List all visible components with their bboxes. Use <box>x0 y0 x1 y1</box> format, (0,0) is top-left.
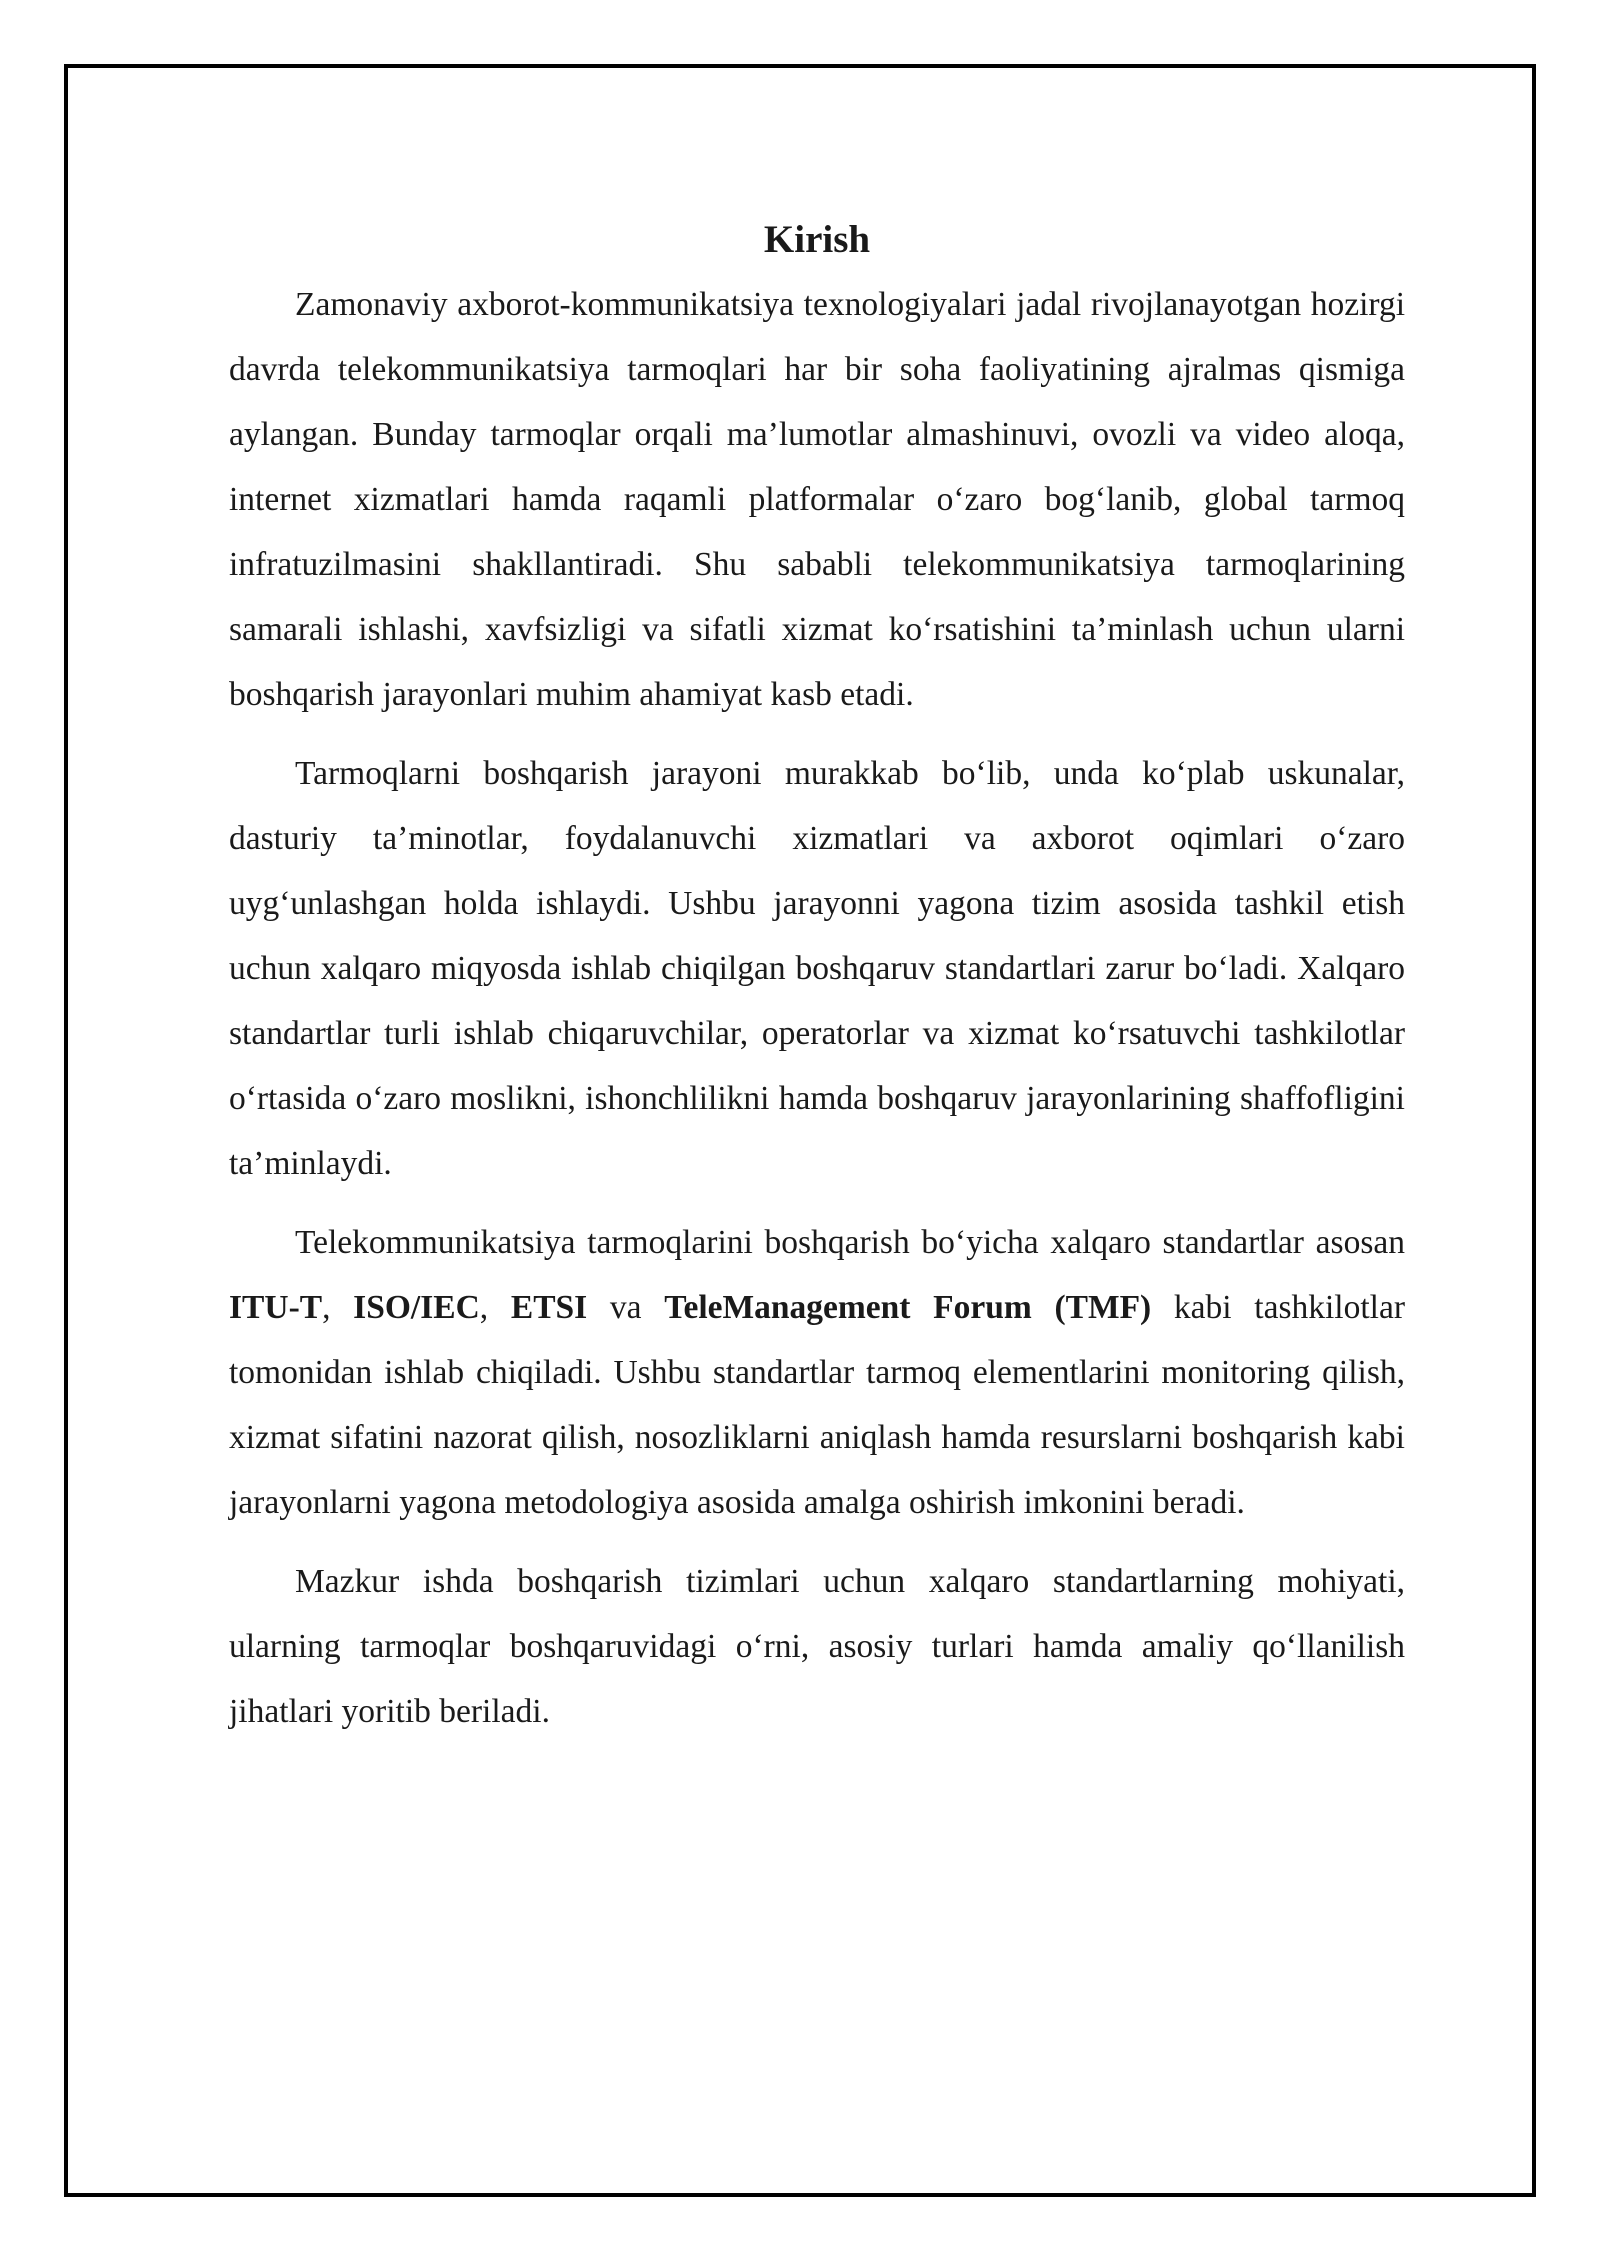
paragraph-management-process: Tarmoqlarni boshqarish jarayoni murakkab bo‘lib, unda ko‘plab uskunalar, dasturiy ta’minotlar, foydalanuvchi xizmatlari va axborot oqimlari o‘zaro uyg‘unlashgan holda ishlaydi. Ushbu jarayonni yagona tizim asosida tashkil etish uchun xalqaro miqyosda ishlab chiqilgan boshqaruv standartlari zarur bo‘ladi. Xalqaro standartlar turli ishlab chiqaruvchilar, operatorlar va xizmat ko‘rsatuvchi tashkilotlar o‘rtasida o‘zaro moslikni, ishonchlilikni hamda boshqaruv jarayonlarining shaffofligini ta’minlaydi. <box>229 755 1405 1182</box>
separator: , <box>322 1289 354 1326</box>
paragraph-text: Telekommunikatsiya tarmoqlarini boshqarish bo‘yicha xalqaro standartlar asosan <box>295 1224 1405 1261</box>
page-title: Kirish <box>763 218 871 261</box>
paragraph-scope: Mazkur ishda boshqarish tizimlari uchun xalqaro standartlarning mohiyati, ularning tarmoqlar boshqaruvidagi o‘rni, asosiy turlari hamda amaliy qo‘llanilish jihatlari yoritib beriladi. <box>229 1563 1405 1730</box>
org-etsi: ETSI <box>510 1289 588 1326</box>
org-itu-t: ITU-T <box>229 1289 323 1326</box>
paragraph-text: kabi tashkilotlar tomonidan ishlab chiqiladi. Ushbu standartlar tarmoq elementlarini monitoring qilish, xizmat sifatini nazorat qilish, nosozliklarni aniqlash hamda resurslarni boshqarish kabi jarayonlarni yagona metodologiya asosida amalga oshirish imkonini beradi. <box>229 1289 1406 1521</box>
org-iso-iec: ISO/IEC <box>353 1289 480 1326</box>
paragraph-standards-organizations <box>229 1210 1405 1535</box>
separator: va <box>587 1289 665 1326</box>
document-body <box>229 210 1405 1758</box>
org-tmf: TeleManagement Forum (TMF) <box>664 1289 1152 1326</box>
separator: , <box>479 1289 511 1326</box>
paragraph-intro: Zamonaviy axborot-kommunikatsiya texnologiyalari jadal rivojlanayotgan hozirgi davrda telekommunikatsiya tarmoqlari har bir soha faoliyatining ajralmas qismiga aylangan. Bunday tarmoqlar orqali ma’lumotlar almashinuvi, ovozli va video aloqa, internet xizmatlari hamda raqamli platformalar o‘zaro bog‘lanib, global tarmoq infratuzilmasini shakllantiradi. Shu sababli telekommunikatsiya tarmoqlarining samarali ishlashi, xavfsizligi va sifatli xizmat ko‘rsatishini ta’minlash uchun ularni boshqarish jarayonlari muhim ahamiyat kasb etadi. <box>229 286 1405 713</box>
